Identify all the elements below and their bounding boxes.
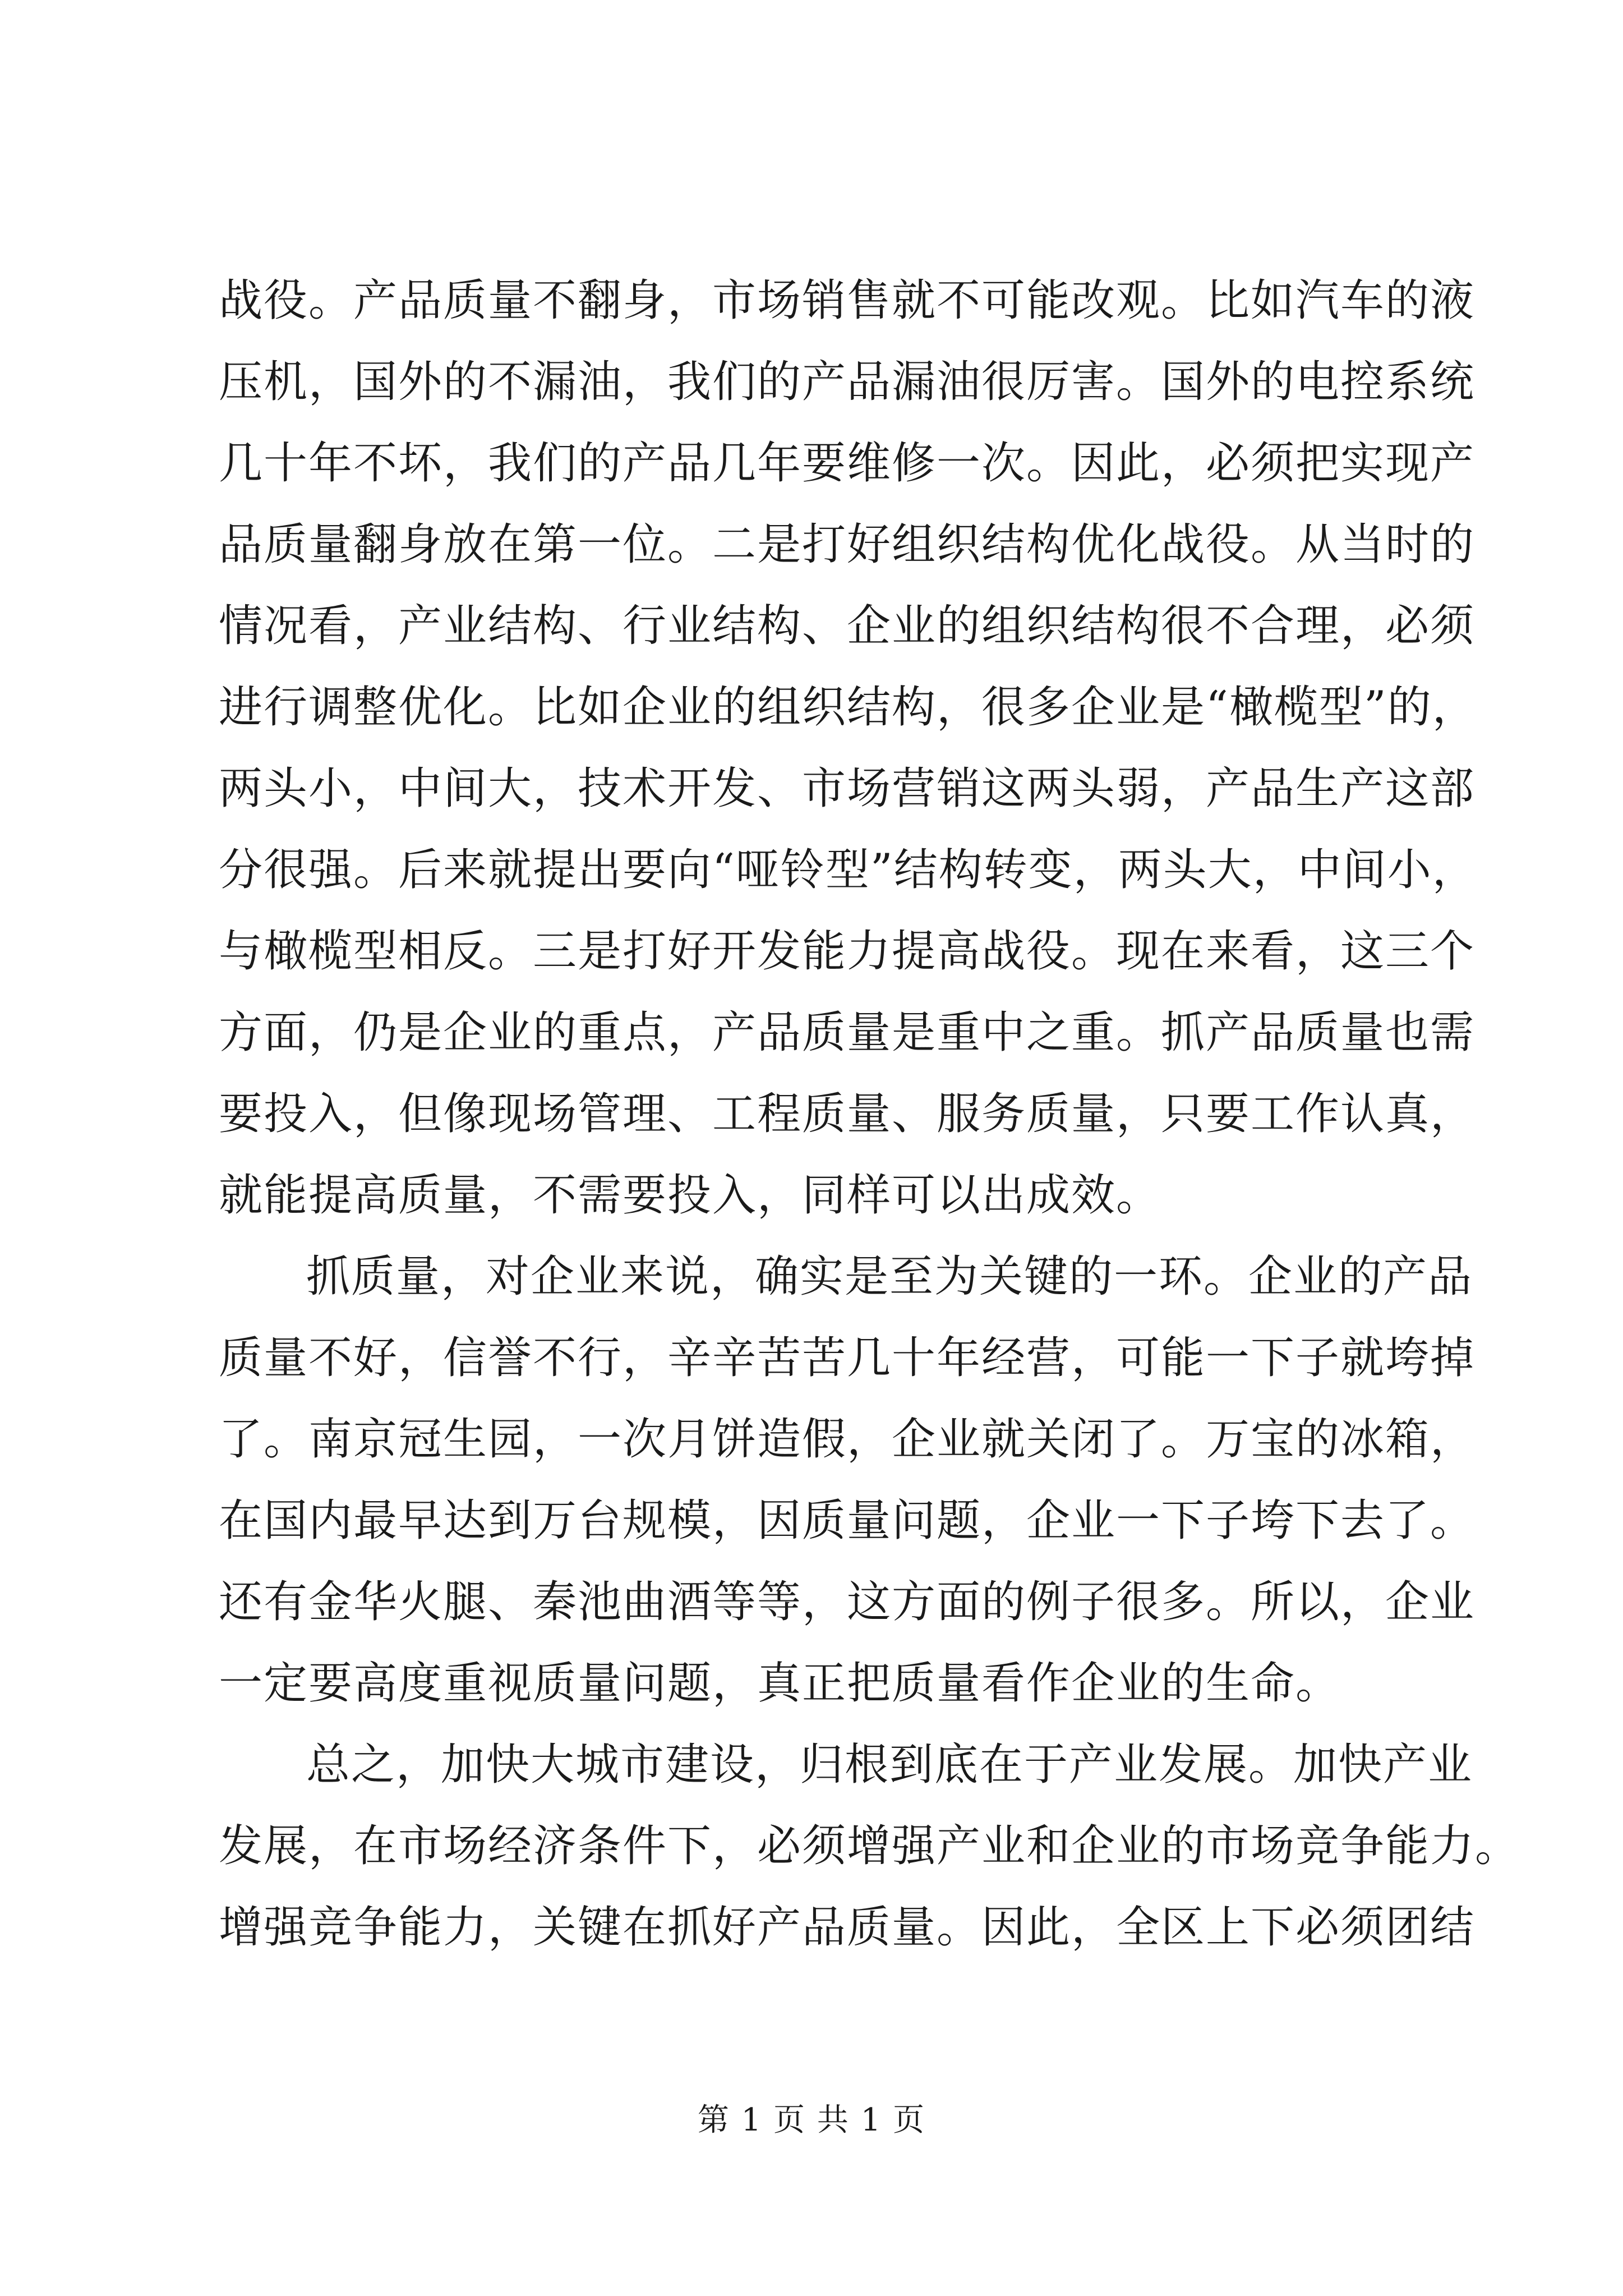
text-line: 一定要高度重视质量问题，真正把质量看作企业的生命。 <box>219 1658 1341 1709</box>
text-line: 进行调整优化。比如企业的组织结构，很多企业是“橄榄型”的， <box>219 682 1477 733</box>
text-line: 在国内最早达到万台规模，因质量问题，企业一下子垮下去了。 <box>219 1496 1476 1546</box>
text-line: 方面，仍是企业的重点，产品质量是重中之重。抓产品质量也需 <box>219 1007 1476 1058</box>
body-text <box>219 260 1520 1968</box>
text-line: 要投入，但像现场管理、工程质量、服务质量，只要工作认真， <box>219 1089 1476 1139</box>
text-line: 情况看，产业结构、行业结构、企业的组织结构很不合理，必须 <box>219 601 1476 651</box>
text-line: 与橄榄型相反。三是打好开发能力提高战役。现在来看，这三个 <box>219 926 1476 977</box>
text-line: 就能提高质量，不需要投入，同样可以出成效。 <box>219 1170 1161 1221</box>
text-line: 了。南京冠生园，一次月饼造假，企业就关闭了。万宝的冰箱， <box>219 1414 1476 1465</box>
text-line: 总之，加快大城市建设，归根到底在于产业发展。加快产业 <box>306 1740 1473 1790</box>
text-line: 战役。产品质量不翻身，市场销售就不可能改观。比如汽车的液 <box>219 275 1476 326</box>
text-line: 压机，国外的不漏油，我们的产品漏油很厉害。国外的电控系统 <box>219 357 1476 407</box>
text-line: 抓质量，对企业来说，确实是至为关键的一环。企业的产品 <box>306 1251 1473 1302</box>
text-line: 质量不好，信誉不行，辛辛苦苦几十年经营，可能一下子就垮掉 <box>219 1333 1476 1383</box>
text-line: 几十年不坏，我们的产品几年要维修一次。因此，必须把实现产 <box>219 438 1476 489</box>
text-line: 发展，在市场经济条件下，必须增强产业和企业的市场竞争能力。 <box>219 1821 1520 1871</box>
text-line: 还有金华火腿、秦池曲酒等等，这方面的例子很多。所以，企业 <box>219 1577 1476 1627</box>
text-line: 两头小，中间大，技术开发、市场营销这两头弱，产品生产这部 <box>219 763 1476 814</box>
text-line: 增强竞争能力，关键在抓好产品质量。因此，全区上下必须团结 <box>219 1902 1476 1953</box>
page-footer: 第 1 页 共 1 页 <box>697 2102 926 2138</box>
text-line: 品质量翻身放在第一位。二是打好组织结构优化战役。从当时的 <box>219 519 1476 570</box>
text-line: 分很强。后来就提出要向“哑铃型”结构转变，两头大，中间小， <box>219 845 1477 895</box>
